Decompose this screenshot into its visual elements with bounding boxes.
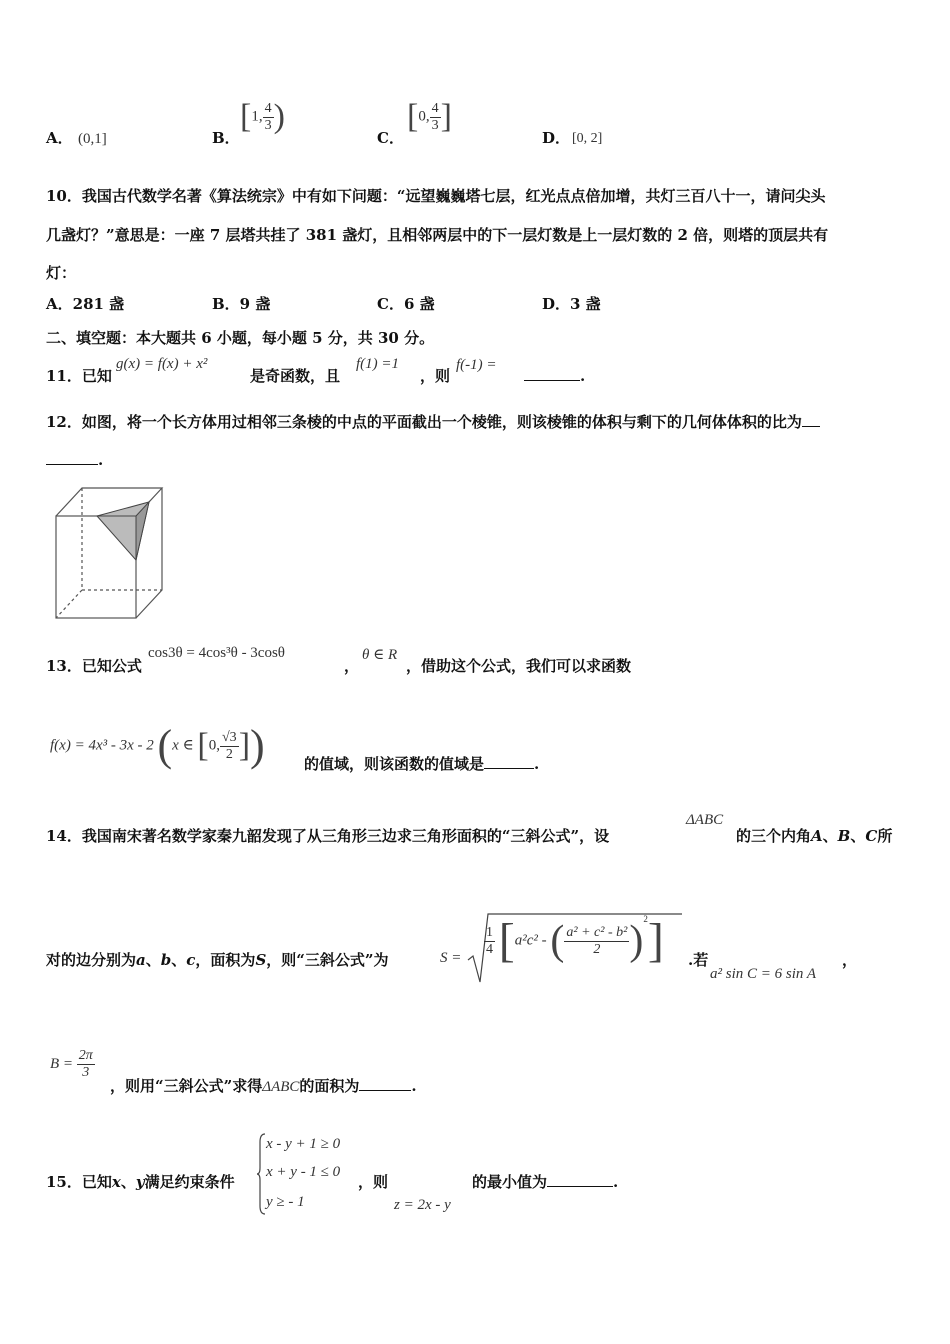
q15-objective: z = 2x - y bbox=[394, 1197, 451, 1213]
q10-line-3: 灯： bbox=[46, 264, 77, 282]
q13-formula-cos3: cos3θ = 4cos³θ - 3cosθ bbox=[148, 645, 285, 661]
q14-condition: a² sin C = 6 sin A bbox=[710, 966, 817, 982]
q15-constraint-1: x - y + 1 ≥ 0 bbox=[266, 1136, 341, 1152]
q10-option-b: B．9 盏 bbox=[212, 295, 271, 313]
section-2-heading: 二、填空题：本大题共 6 小题，每小题 5 分，共 30 分。 bbox=[46, 329, 435, 347]
q14-line-2: 对的边分别为a、b、c，面积为S，则“三斜公式”为 bbox=[46, 951, 389, 969]
q15-then: ，则 bbox=[358, 1173, 389, 1191]
q13-function: f(x) = 4x³ - 3x - 2 (x ∈ [0, $\frac{√3}{2}$ ]) bbox=[50, 721, 265, 770]
q11-answer-blank: . bbox=[524, 366, 585, 386]
q14-triangle: ΔABC bbox=[686, 812, 724, 828]
q11-prefix: 11．已知 bbox=[46, 367, 112, 385]
q12-cuboid-figure bbox=[50, 484, 168, 622]
q15-text-3: 的最小值为 . bbox=[472, 1173, 619, 1191]
q10-line-2: 几盏灯？”意思是：一座 7 层塔共挂了 381 盏灯，且相邻两层中的下一层灯数是上一层灯数的 2 倍，则塔的顶层共有 bbox=[46, 226, 829, 244]
q11-text-then: ，则 bbox=[420, 367, 451, 385]
q14-formula-s: S = bbox=[440, 950, 462, 966]
q14-if: .若 bbox=[688, 951, 709, 969]
q13-sep: ， bbox=[344, 657, 360, 675]
q15-prefix: 15．已知x、y满足约束条件 bbox=[46, 1173, 235, 1191]
q9-option-a-label: A． bbox=[46, 129, 73, 147]
q15-constraint-3: y ≥ - 1 bbox=[266, 1194, 305, 1210]
q15-constraint-2: x + y - 1 ≤ 0 bbox=[266, 1164, 341, 1180]
q11-text-odd: 是奇函数，且 bbox=[250, 367, 341, 385]
q14-prefix: 14．我国南宋著名数学家秦九韶发现了从三角形三边求三角形面积的“三斜公式”，设 bbox=[46, 827, 610, 845]
q9-option-b-value: [1, $\frac{4}{3}$ ) bbox=[240, 98, 285, 135]
q13-prefix: 13．已知公式 bbox=[46, 657, 142, 675]
q11-formula-f1: f(1) =1 bbox=[356, 356, 400, 372]
q13-text-1: ，借助这个公式，我们可以求函数 bbox=[406, 657, 632, 675]
q12-answer-blank: . bbox=[46, 450, 103, 470]
q9-option-c-label: C． bbox=[377, 129, 404, 147]
q14-comma: ， bbox=[842, 951, 858, 969]
q9-option-a-value: (0,1] bbox=[78, 131, 107, 147]
cuboid-hidden-left bbox=[56, 590, 82, 618]
q10-option-a: A．281 盏 bbox=[46, 295, 125, 313]
q9-option-d-label: D． bbox=[542, 129, 571, 147]
q10-option-c: C．6 盏 bbox=[377, 295, 435, 313]
q14-line-3: ，则用“三斜公式”求得ΔABC的面积为 . bbox=[110, 1077, 417, 1095]
q14-b-value: B = $\frac{2\pi}{3}$ bbox=[50, 1048, 93, 1080]
q14-formula-inner: $\frac{1}{4}$ [a²c² - ( $\frac{\text{a² + c² - b²}}{2}$ )$^2$] bbox=[486, 914, 664, 967]
q13-text-2: 的值域，则该函数的值域是 . bbox=[304, 755, 540, 773]
q10-line-1: 10．我国古代数学名著《算法统宗》中有如下问题：“远望巍巍塔七层，红光点点倍加增，共灯三百八十一，请问尖头 bbox=[46, 187, 826, 205]
q11-formula-fneg1: f(-1) = bbox=[456, 357, 497, 373]
q12-line-1: 12．如图，将一个长方体用过相邻三条棱的中点的平面截出一个棱锥，则该棱锥的体积与剩下的几何体体积的比为 bbox=[46, 412, 820, 432]
q11-formula-g: g(x) = f(x) + x² bbox=[116, 356, 208, 372]
q15-brace bbox=[256, 1132, 266, 1216]
q9-option-d-value: [0, 2] bbox=[572, 131, 603, 146]
q9-option-c-value: [0, $\frac{4}{3}$ ] bbox=[407, 98, 452, 135]
q9-option-b-label: B． bbox=[212, 129, 240, 147]
q13-formula-theta: θ ∈ R bbox=[362, 647, 398, 663]
q10-option-d: D．3 盏 bbox=[542, 295, 601, 313]
q14-angles: 的三个内角A、B、C所 bbox=[736, 827, 893, 845]
